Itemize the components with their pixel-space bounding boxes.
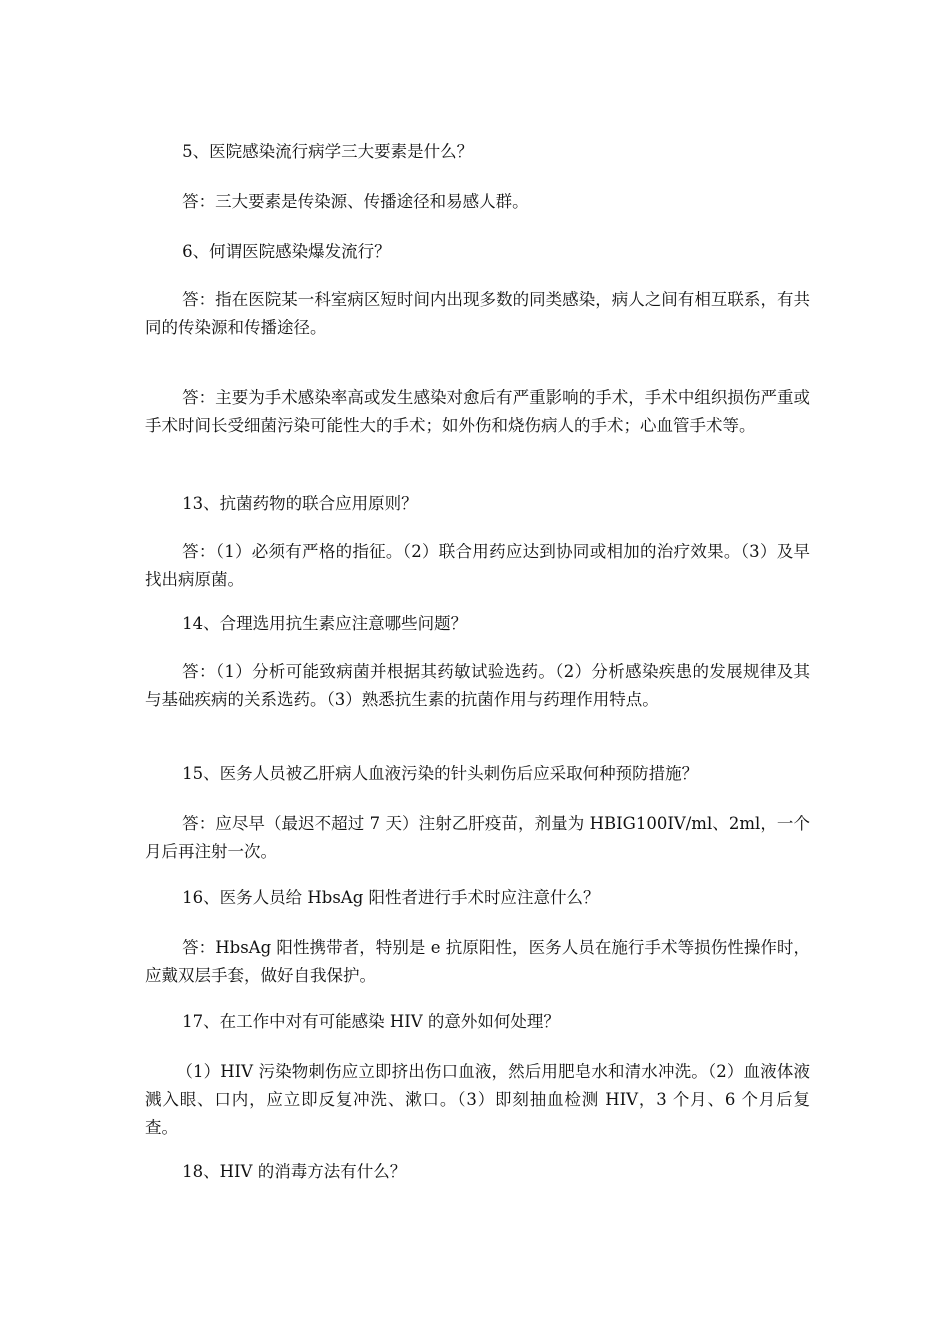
answer-15: 答：应尽早（最迟不超过 7 天）注射乙肝疫苗，剂量为 HBIG100IV/ml、2ml，一个月后再注射一次。 xyxy=(145,814,810,861)
question-18: 18、HIV 的消毒方法有什么？ xyxy=(182,1162,407,1181)
answer-5: 答：三大要素是传染源、传播途径和易感人群。 xyxy=(182,192,529,211)
answer-14: 答：（1）分析可能致病菌并根据其药敏试验选药。（2）分析感染疾患的发展规律及其与基础疾病的关系选药。（3）熟悉抗生素的抗菌作用与药理作用特点。 xyxy=(145,662,810,709)
question-13: 13、抗菌药物的联合应用原则？ xyxy=(182,494,418,513)
answer-17: （1）HIV 污染物刺伤应立即挤出伤口血液，然后用肥皂水和清水冲洗。（2）血液体液溅入眼、口内，应立即反复冲洗、漱口。（3）即刻抽血检测 HIV，3 个月、6 个月后复查。 xyxy=(145,1062,810,1137)
answer-surgery: 答：主要为手术感染率高或发生感染对愈后有严重影响的手术，手术中组织损伤严重或手术时间长受细菌污染可能性大的手术；如外伤和烧伤病人的手术；心血管手术等。 xyxy=(145,388,810,435)
question-15: 15、医务人员被乙肝病人血液污染的针头刺伤后应采取何种预防措施？ xyxy=(182,764,699,783)
question-5: 5、医院感染流行病学三大要素是什么？ xyxy=(182,142,474,161)
question-16: 16、医务人员给 HbsAg 阳性者进行手术时应注意什么？ xyxy=(182,888,600,907)
question-6: 6、何谓医院感染爆发流行？ xyxy=(182,242,391,261)
answer-16: 答：HbsAg 阳性携带者，特别是 e 抗原阳性，医务人员在施行手术等损伤性操作时，应戴双层手套，做好自我保护。 xyxy=(145,938,810,985)
question-14: 14、合理选用抗生素应注意哪些问题？ xyxy=(182,614,468,633)
question-17: 17、在工作中对有可能感染 HIV 的意外如何处理？ xyxy=(182,1012,560,1031)
answer-6: 答：指在医院某一科室病区短时间内出现多数的同类感染，病人之间有相互联系，有共同的传染源和传播途径。 xyxy=(145,290,810,337)
answer-13: 答：（1）必须有严格的指征。（2）联合用药应达到协同或相加的治疗效果。（3）及早找出病原菌。 xyxy=(145,542,810,589)
